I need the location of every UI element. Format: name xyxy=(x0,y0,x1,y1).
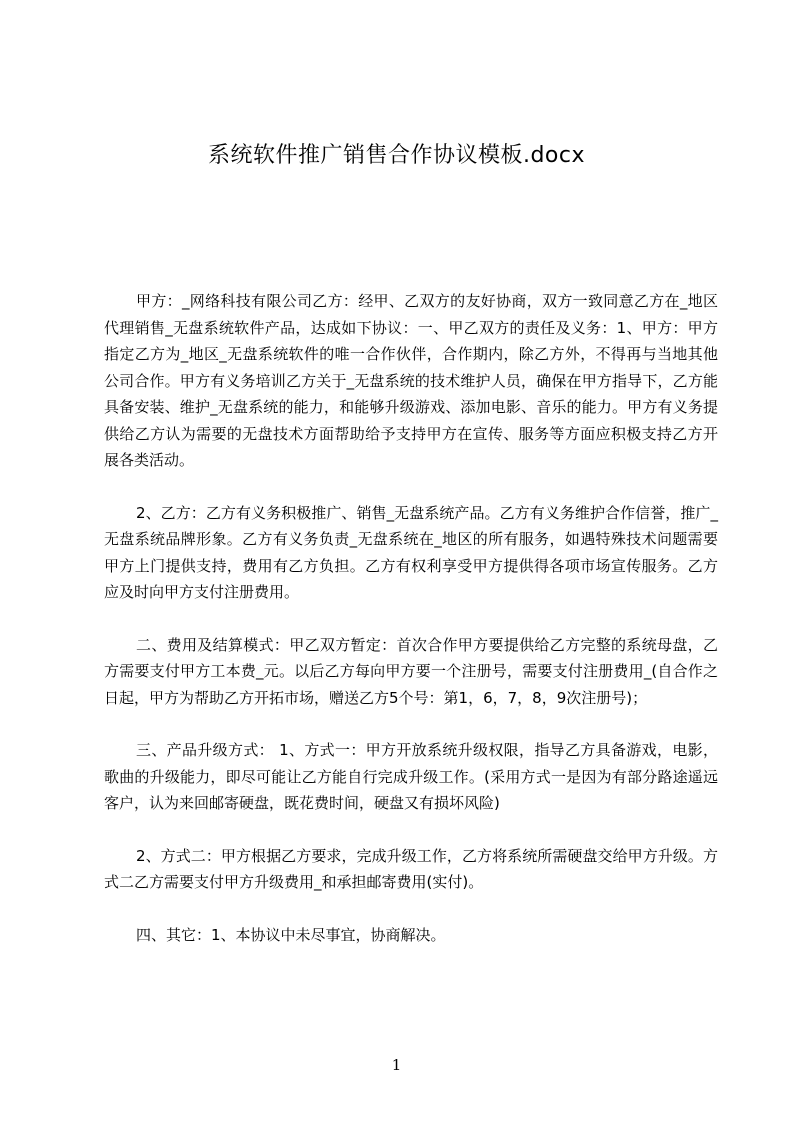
paragraph-fees-settlement: 二、费用及结算模式：甲乙双方暂定：首次合作甲方要提供给乙方完整的系统母盘，乙方需要支付甲方工本费_元。以后乙方每向甲方要一个注册号，需要支付注册费用_(自合作之日起，甲方为帮助乙方开拓市场，赠送乙方5个号：第1，6，7，8，9次注册号)； xyxy=(104,635,718,707)
paragraph-upgrade-method-one: 三、产品升级方式： 1、方式一：甲方开放系统升级权限，指导乙方具备游戏，电影，歌曲的升级能力，即尽可能让乙方能自行完成升级工作。(采用方式一是因为有部分路途遥远客户，认为来回邮寄硬盘，既花费时间，硬盘又有损坏风险) xyxy=(104,741,718,812)
paragraph-party-a-duties: 甲方：_网络科技有限公司乙方：经甲、乙双方的友好协商，双方一致同意乙方在_地区代理销售_无盘系统软件产品，达成如下协议：一、甲乙双方的责任及义务：1、甲方：甲方指定乙方为_地区_无盘系统软件的唯一合作伙伴，合作期内，除乙方外，不得再与当地其他公司合作。甲方有义务培训乙方关于_无盘系统的技术维护人员，确保在甲方指导下，乙方能具备安装、维护_无盘系统的能力，和能够升级游戏、添加电影、音乐的能力。甲方有义务提供给乙方认为需要的无盘技术方面帮助给予支持甲方在宣传、服务等方面应积极支持乙方开展各类活动。 xyxy=(104,292,718,469)
page-number: 1 xyxy=(391,1056,402,1074)
paragraph-party-b-duties: 2、乙方：乙方有义务积极推广、销售_无盘系统产品。乙方有义务维护合作信誉，推广_无盘系统品牌形象。乙方有义务负责_无盘系统在_地区的所有服务，如遇特殊技术问题需要甲方上门提供支持，费用有乙方负担。乙方有权利享受甲方提供得各项市场宣传服务。乙方应及时向甲方支付注册费用。 xyxy=(104,503,718,601)
document-body xyxy=(104,288,718,974)
paragraph-upgrade-method-two: 2、方式二：甲方根据乙方要求，完成升级工作，乙方将系统所需硬盘交给甲方升级。方式二乙方需要支付甲方升级费用_和承担邮寄费用(实付)。 xyxy=(104,846,718,891)
paragraph-other-terms: 四、其它：1、本协议中未尽事宜，协商解决。 xyxy=(136,925,446,944)
document-title: 系统软件推广销售合作协议模板.docx xyxy=(207,143,586,168)
